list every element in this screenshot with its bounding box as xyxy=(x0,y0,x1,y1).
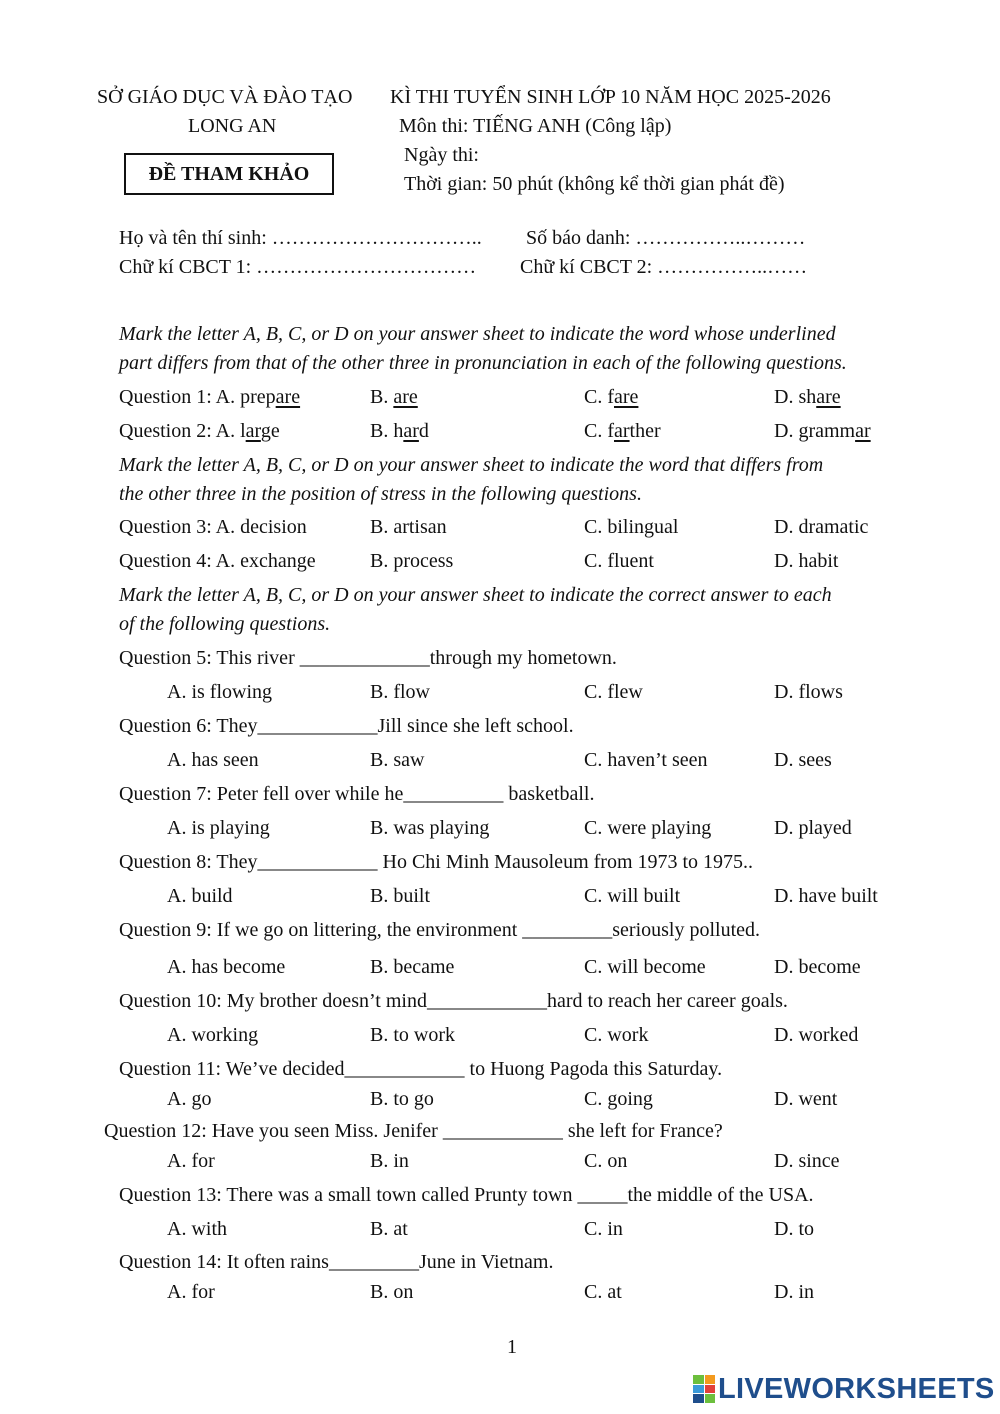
question-7-option-b: B. was playing xyxy=(370,817,490,839)
question-1-option-d: D. share xyxy=(774,386,841,408)
question-6-option-a: A. has seen xyxy=(167,749,259,771)
candidate-id-field: Số báo danh: ……………..……… xyxy=(526,227,806,249)
question-14-stem: Question 14: It often rains_________June in Vietnam. xyxy=(119,1251,554,1273)
question-5-option-a: A. is flowing xyxy=(167,681,272,703)
proctor2-signature-field: Chữ kí CBCT 2: ……………..…… xyxy=(520,256,808,278)
question-6-option-d: D. sees xyxy=(774,749,832,771)
question-11-option-d: D. went xyxy=(774,1088,838,1110)
instruction-pronunciation-line2: part differs from that of the other three in pronunciation in each of the following questions. xyxy=(119,352,847,374)
question-10-option-d: D. worked xyxy=(774,1024,859,1046)
question-14-option-b: B. on xyxy=(370,1281,414,1303)
question-14-option-a: A. for xyxy=(167,1281,215,1303)
question-9-stem: Question 9: If we go on littering, the environment _________seriously polluted. xyxy=(119,919,761,941)
liveworksheets-logo-text: LIVEWORKSHEETS xyxy=(718,1372,995,1405)
question-12-stem: Question 12: Have you seen Miss. Jenifer ____________ she left for France? xyxy=(104,1120,723,1142)
question-1-option-c: C. fare xyxy=(584,386,639,408)
question-11-option-c: C. going xyxy=(584,1088,653,1110)
question-7-option-c: C. were playing xyxy=(584,817,712,839)
question-4-option-d: D. habit xyxy=(774,550,839,572)
question-12-option-a: A. for xyxy=(167,1150,215,1172)
question-14-option-d: D. in xyxy=(774,1281,814,1303)
question-5-option-c: C. flew xyxy=(584,681,643,703)
question-13-option-a: A. with xyxy=(167,1218,227,1240)
question-10-option-c: C. work xyxy=(584,1024,649,1046)
province-name: LONG AN xyxy=(188,115,277,137)
question-13-option-d: D. to xyxy=(774,1218,814,1240)
question-2-option-a: Question 2: A. large xyxy=(119,420,280,442)
instruction-stress-line1: Mark the letter A, B, C, or D on your answer sheet to indicate the word that differs from xyxy=(119,454,824,476)
question-5-stem: Question 5: This river _____________through my hometown. xyxy=(119,647,617,669)
question-8-stem: Question 8: They____________ Ho Chi Minh Mausoleum from 1973 to 1975.. xyxy=(119,851,754,873)
question-11-option-b: B. to go xyxy=(370,1088,434,1110)
question-4-option-b: B. process xyxy=(370,550,454,572)
instruction-pronunciation-line1: Mark the letter A, B, C, or D on your answer sheet to indicate the word whose underlined xyxy=(119,323,836,345)
reference-exam-box: ĐỀ THAM KHẢO xyxy=(124,153,334,195)
question-10-stem: Question 10: My brother doesn’t mind____________hard to reach her career goals. xyxy=(119,990,788,1012)
question-7-stem: Question 7: Peter fell over while he__________ basketball. xyxy=(119,783,595,805)
question-10-option-a: A. working xyxy=(167,1024,259,1046)
liveworksheets-logo-icon xyxy=(693,1375,715,1403)
question-9-option-c: C. will become xyxy=(584,956,706,978)
question-2-option-d: D. grammar xyxy=(774,420,871,442)
exam-duration: Thời gian: 50 phút (không kể thời gian phát đề) xyxy=(404,173,785,195)
page-number: 1 xyxy=(507,1336,517,1358)
question-2-option-b: B. hard xyxy=(370,420,429,442)
question-11-stem: Question 11: We’ve decided____________ to Huong Pagoda this Saturday. xyxy=(119,1058,723,1080)
instruction-correct-line1: Mark the letter A, B, C, or D on your answer sheet to indicate the correct answer to each xyxy=(119,584,832,606)
question-3-option-b: B. artisan xyxy=(370,516,447,538)
question-12-option-c: C. on xyxy=(584,1150,628,1172)
question-8-option-d: D. have built xyxy=(774,885,878,907)
question-13-option-c: C. in xyxy=(584,1218,623,1240)
exam-date: Ngày thi: xyxy=(404,144,479,166)
instruction-stress-line2: the other three in the position of stress in the following questions. xyxy=(119,483,642,505)
question-6-option-c: C. haven’t seen xyxy=(584,749,708,771)
proctor1-signature-field: Chữ kí CBCT 1: …………………………… xyxy=(119,256,477,278)
question-6-option-b: B. saw xyxy=(370,749,425,771)
question-4-option-c: C. fluent xyxy=(584,550,654,572)
question-8-option-b: B. built xyxy=(370,885,431,907)
liveworksheets-logo[interactable] xyxy=(693,1373,995,1405)
exam-subject: Môn thi: TIẾNG ANH (Công lập) xyxy=(399,115,672,137)
question-3-option-c: C. bilingual xyxy=(584,516,679,538)
question-9-option-d: D. become xyxy=(774,956,861,978)
question-12-option-d: D. since xyxy=(774,1150,840,1172)
question-13-option-b: B. at xyxy=(370,1218,408,1240)
question-3-option-d: D. dramatic xyxy=(774,516,869,538)
question-9-option-b: B. became xyxy=(370,956,455,978)
question-1-option-b: B. are xyxy=(370,386,418,408)
question-3-option-a: Question 3: A. decision xyxy=(119,516,307,538)
question-5-option-b: B. flow xyxy=(370,681,430,703)
question-8-option-c: C. will built xyxy=(584,885,681,907)
question-7-option-d: D. played xyxy=(774,817,852,839)
question-7-option-a: A. is playing xyxy=(167,817,270,839)
exam-title: KÌ THI TUYỂN SINH LỚP 10 NĂM HỌC 2025-2026 xyxy=(390,86,831,108)
question-5-option-d: D. flows xyxy=(774,681,843,703)
question-8-option-a: A. build xyxy=(167,885,233,907)
question-6-stem: Question 6: They____________Jill since she left school. xyxy=(119,715,574,737)
question-12-option-b: B. in xyxy=(370,1150,409,1172)
question-9-option-a: A. has become xyxy=(167,956,286,978)
instruction-correct-line2: of the following questions. xyxy=(119,613,331,635)
candidate-name-field: Họ và tên thí sinh: ………………………….. xyxy=(119,227,482,249)
question-10-option-b: B. to work xyxy=(370,1024,455,1046)
question-1-option-a: Question 1: A. prepare xyxy=(119,386,301,408)
department-name: SỞ GIÁO DỤC VÀ ĐÀO TẠO xyxy=(97,86,353,108)
question-14-option-c: C. at xyxy=(584,1281,622,1303)
question-4-option-a: Question 4: A. exchange xyxy=(119,550,316,572)
question-13-stem: Question 13: There was a small town called Prunty town _____the middle of the USA. xyxy=(119,1184,814,1206)
question-2-option-c: C. farther xyxy=(584,420,661,442)
question-11-option-a: A. go xyxy=(167,1088,212,1110)
